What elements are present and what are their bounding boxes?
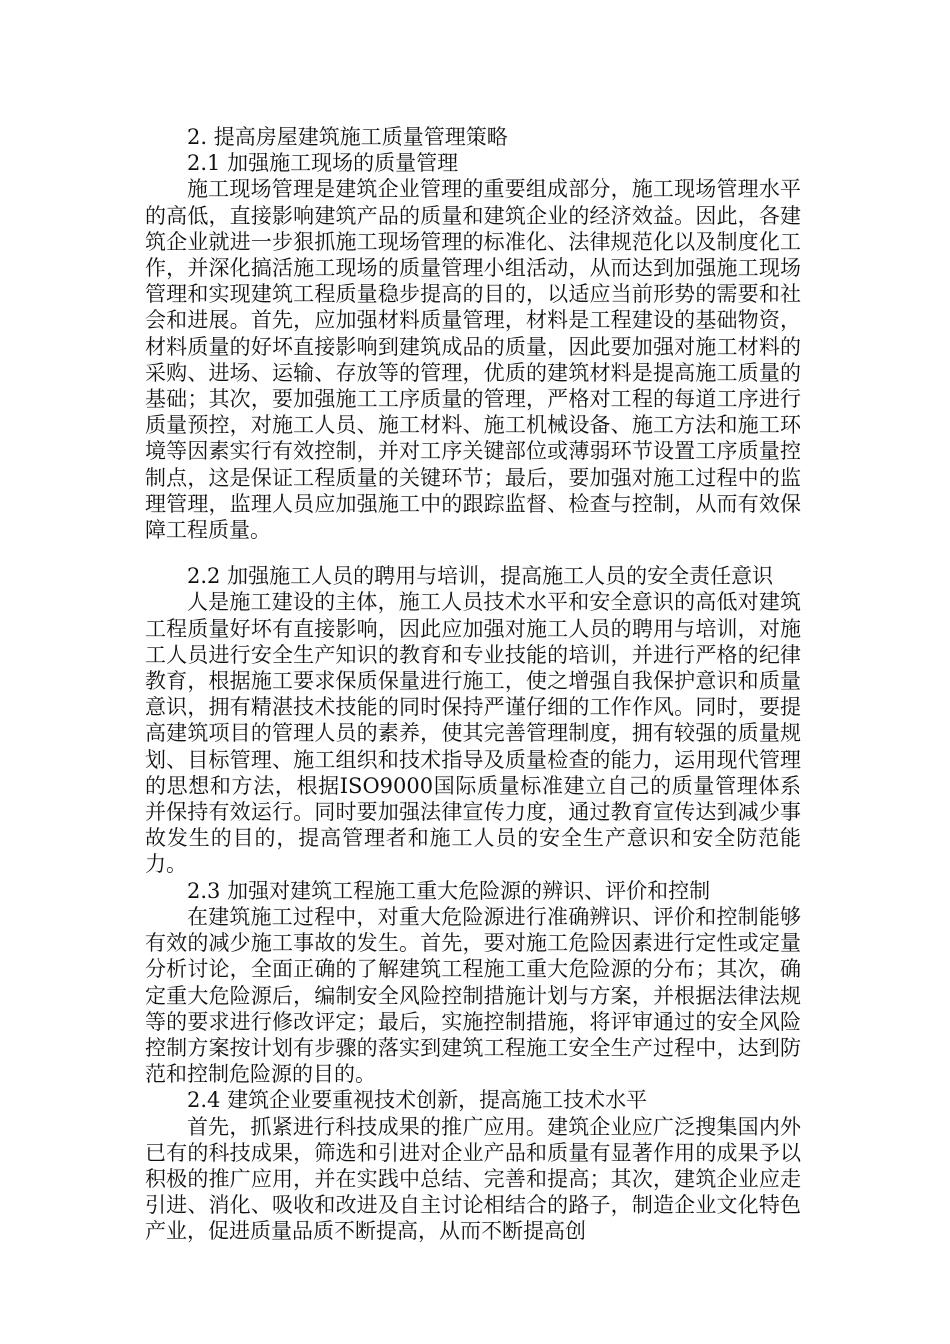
paragraph-2-1: 施工现场管理是建筑企业管理的重要组成部分，施工现场管理水平的高低，直接影响建筑产品的质量和建筑企业的经济效益。因此，各建筑企业就进一步狠抓施工现场管理的标准化、法律规范化以及制度化工作，并深化搞活施工现场的质量管理小组活动，从而达到加强施工现场管理和实现建筑工程质量稳步提高的目的，以适应当前形势的需要和社会和进展。首先，应加强材料质量管理，材料是工程建设的基础物资，材料质量的好坏直接影响到建筑成品的质量，因此要加强对施工材料的采购、进场、运输、存放等的管理，优质的建筑材料是提高施工质量的基础；其次，要加强施工工序质量的管理，严格对工程的每道工序进行质量预控，对施工人员、施工材料、施工机械设备、施工方法和施工环境等因素实行有效控制，并对工序关键部位或薄弱环节设置工序质量控制点，这是保证工程质量的关键环节；最后，要加强对施工过程中的监理管理，监理人员应加强施工中的跟踪监督、检查与控制，从而有效保障工程质量。 — [145, 177, 801, 543]
subsection-heading-2-2: 2.2 加强施工人员的聘用与培训，提高施工人员的安全责任意识 — [187, 564, 774, 589]
subsection-heading-2-4: 2.4 建筑企业要重视技术创新，提高施工技术水平 — [187, 1088, 648, 1113]
paragraph-2-2: 人是施工建设的主体，施工人员技术水平和安全意识的高低对建筑工程质量好坏有直接影响，因此应加强对施工人员的聘用与培训，对施工人员进行安全生产知识的教育和专业技能的培训，并进行严格的纪律教育，根据施工要求保质保量进行施工，使之增强自我保护意识和质量意识，拥有精湛技术技能的同时保持严谨仔细的工作作风。同时，要提高建筑项目的管理人员的素养，使其完善管理制度，拥有较强的质量规划、目标管理、施工组织和技术指导及质量检查的能力，运用现代管理的思想和方法，根据ISO9000国际质量标准建立自己的质量管理体系并保持有效运行。同时要加强法律宣传力度，通过教育宣传达到减少事故发生的目的，提高管理者和施工人员的安全生产意识和安全防范能力。 — [145, 590, 801, 877]
document-page — [145, 124, 801, 1245]
subsection-heading-2-3: 2.3 加强对建筑工程施工重大危险源的辨识、评价和控制 — [187, 878, 711, 903]
paragraph-gap — [145, 543, 801, 563]
paragraph-2-4: 首先，抓紧进行科技成果的推广应用。建筑企业应广泛搜集国内外已有的科技成果，筛选和引进对企业产品和质量有显著作用的成果予以积极的推广应用，并在实践中总结、完善和提高；其次，建筑企业应走引进、消化、吸收和改进及自主讨论相结合的路子，制造企业文化特色产业，促进质量品质不断提高，从而不断提高创 — [145, 1114, 801, 1244]
paragraph-2-3: 在建筑施工过程中，对重大危险源进行准确辨识、评价和控制能够有效的减少施工事故的发生。首先，要对施工危险因素进行定性或定量分析讨论，全面正确的了解建筑工程施工重大危险源的分布；其次，确定重大危险源后，编制安全风险控制措施计划与方案，并根据法律法规等的要求进行修改评定；最后，实施控制措施，将评审通过的安全风险控制方案按计划有步骤的落实到建筑工程施工安全生产过程中，达到防范和控制危险源的目的。 — [145, 904, 801, 1087]
section-heading-2: 2. 提高房屋建筑施工质量管理策略 — [187, 125, 508, 149]
subsection-heading-2-1: 2.1 加强施工现场的质量管理 — [187, 151, 459, 176]
